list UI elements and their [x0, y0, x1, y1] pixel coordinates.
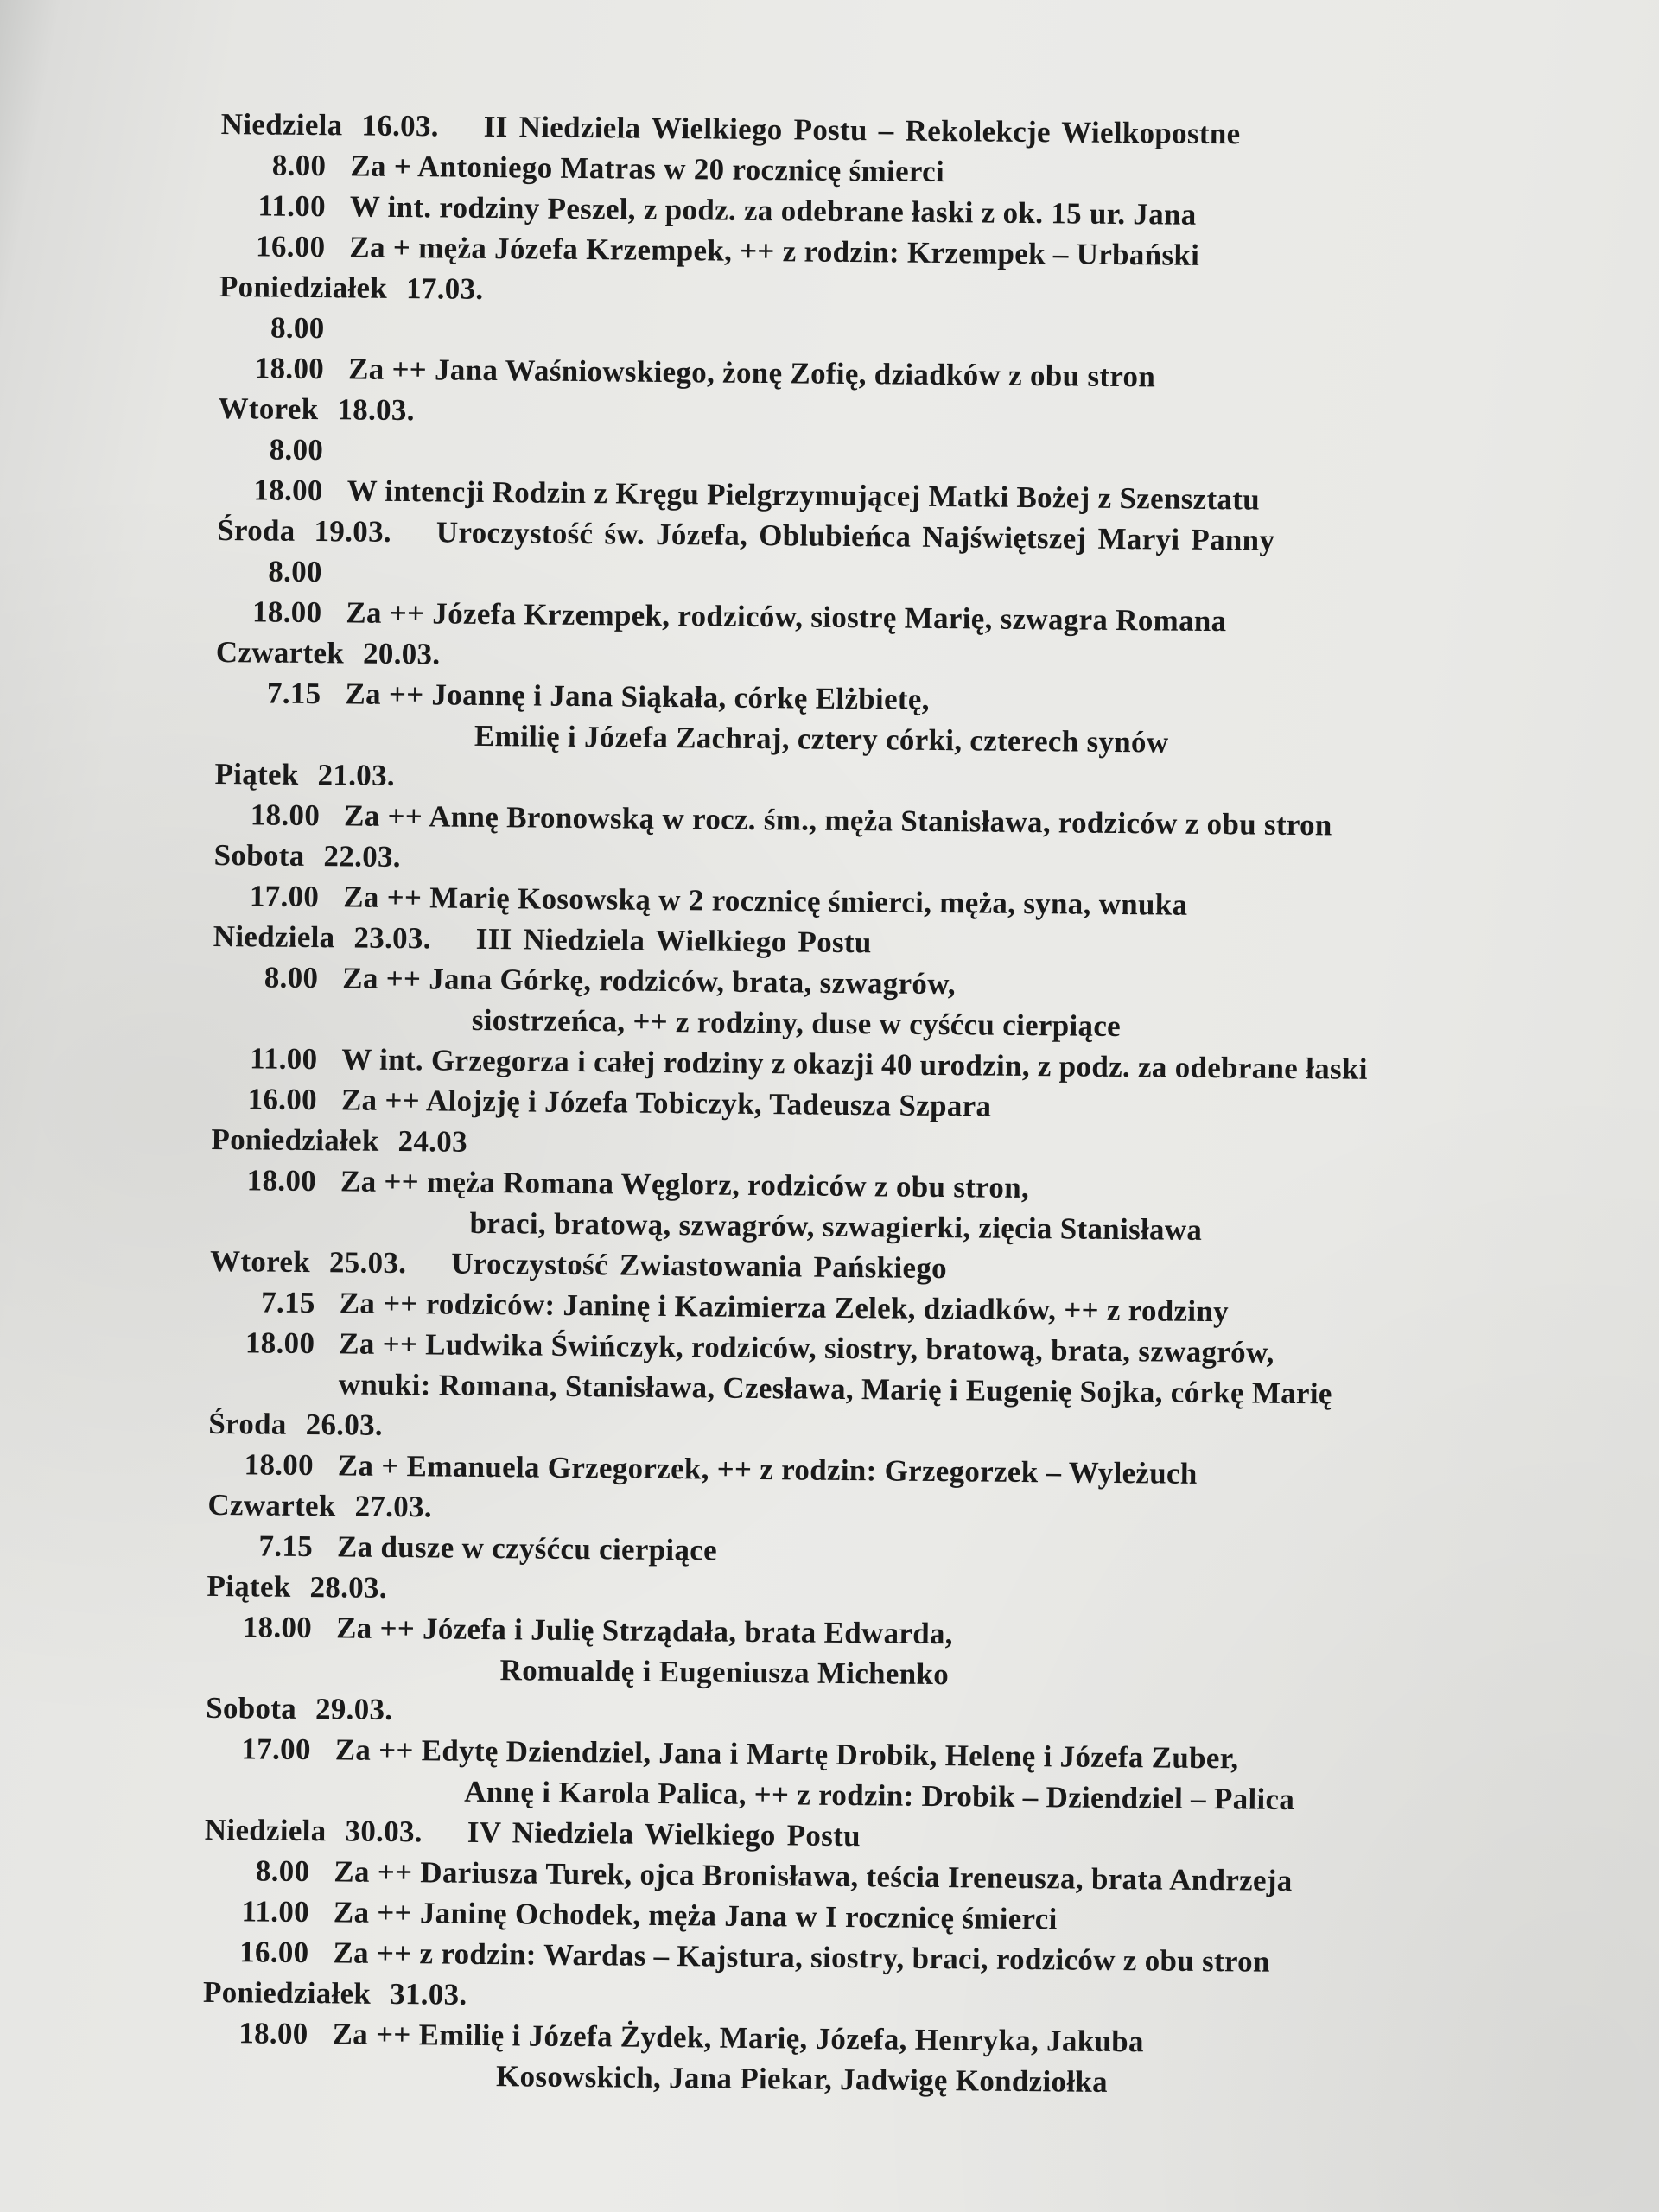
day-date: 21.03. [317, 758, 396, 792]
mass-time: 18.00 [250, 798, 321, 833]
mass-time: 7.15 [258, 1529, 314, 1564]
day-name: Piątek [214, 756, 299, 791]
mass-time: 7.15 [266, 676, 321, 711]
mass-intentions-list [202, 104, 1535, 2106]
mass-time: 18.00 [245, 1325, 315, 1361]
mass-intention-continued: Romualdę i Eugeniusza Michenko [499, 1653, 950, 1692]
day-name: Niedziela [204, 1812, 327, 1848]
day-date: 31.03. [389, 1976, 467, 2012]
mass-intention: Za ++ Janinę Ochodek, męża Jana w I rocznicę śmierci [333, 1895, 1058, 1936]
mass-time: 18.00 [251, 594, 322, 630]
mass-intention: Za ++ Józefa i Julię Strządała, brata Edwarda, [335, 1611, 954, 1651]
feast-title: Uroczystość Zwiastowania Pańskiego [451, 1246, 948, 1286]
feast-title: II Niedziela Wielkiego Postu – Rekolekcje Wielkopostne [483, 109, 1241, 151]
mass-intention-continued: Emilię i Józefa Zachraj, cztery córki, czterech synów [474, 718, 1169, 760]
day-date: 20.03. [362, 636, 441, 671]
mass-intention-continued: wnuki: Romana, Stanisława, Czesława, Marię i Eugenię Sojka, córkę Marię [338, 1367, 1332, 1411]
day-date: 23.03. [353, 920, 431, 956]
mass-time: 11.00 [249, 1041, 318, 1077]
feast-title: Uroczystość św. Józefa, Oblubieńca Najświętszej Maryi Panny [435, 515, 1275, 557]
mass-intention: Za + Emanuela Grzegorzek, ++ z rodzin: Grzegorzek – Wyleżuch [337, 1448, 1198, 1491]
day-date: 29.03. [315, 1692, 393, 1726]
mass-time: 11.00 [257, 188, 327, 224]
day-name: Wtorek [218, 391, 319, 427]
mass-intention: Za ++ Joannę i Jana Siąkała, córkę Elżbietę, [345, 677, 930, 716]
mass-intention: Za ++ Marię Kosowską w 2 rocznicę śmierci, męża, syna, wnuka [343, 880, 1188, 922]
day-name: Poniedziałek [211, 1122, 379, 1158]
mass-intention: W int. Grzegorza i całej rodziny z okazji 40 urodzin, z podz. za odebrane łaski [341, 1042, 1368, 1086]
day-name: Poniedziałek [219, 269, 388, 305]
mass-intention-continued: Annę i Karola Palica, ++ z rodzin: Drobik – Dziendziel – Palica [464, 1774, 1295, 1817]
mass-intention: Za ++ Alojzję i Józefa Tobiczyk, Tadeusza Szpara [340, 1083, 992, 1123]
mass-time: 17.00 [249, 879, 320, 914]
mass-intention-continued: siostrzeńca, ++ z rodziny, duse w cyśćcu cierpiące [471, 1002, 1122, 1044]
day-date: 30.03. [345, 1814, 423, 1849]
mass-time: 8.00 [255, 1853, 310, 1889]
day-date: 22.03. [323, 839, 402, 874]
mass-time: 8.00 [264, 960, 319, 995]
mass-time: 11.00 [241, 1894, 310, 1929]
mass-intention: Za + męża Józefa Krzempek, ++ z rodzin: Krzempek – Urbański [349, 230, 1200, 272]
day-name: Środa [208, 1406, 287, 1441]
day-date: 28.03. [309, 1570, 388, 1605]
day-name: Niedziela [220, 106, 343, 143]
day-name: Czwartek [207, 1487, 336, 1523]
mass-time: 18.00 [253, 473, 323, 508]
mass-time: 18.00 [246, 1163, 317, 1198]
mass-intention: Za ++ rodziców: Janinę i Kazimierza Zelek, dziadków, ++ z rodziny [339, 1286, 1230, 1329]
day-name: Poniedziałek [202, 1974, 372, 2011]
mass-intention: Za ++ Edytę Dziendziel, Jana i Martę Drobik, Helenę i Józefa Zuber, [334, 1732, 1239, 1776]
mass-intention: Za ++ Józefa Krzempek, rodziców, siostrę Marię, szwagra Romana [346, 595, 1227, 639]
mass-intention: Za ++ Emilię i Józefa Żydek, Marię, Józefa, Henryka, Jakuba [332, 2017, 1145, 2059]
day-date: 27.03. [354, 1489, 433, 1524]
mass-intention: Za ++ Dariusza Turek, ojca Bronisława, teścia Ireneusza, brata Andrzeja [334, 1854, 1293, 1897]
mass-intention: Za ++ Annę Bronowską w rocz. śm., męża Stanisława, rodziców z obu stron [343, 798, 1332, 842]
mass-time: 7.15 [261, 1285, 315, 1320]
mass-intention: W int. rodziny Peszel, z podz. za odebrane łaski z ok. 15 ur. Jana [349, 189, 1197, 232]
day-date: 25.03. [328, 1245, 407, 1281]
mass-intention: Za ++ męża Romana Węglorz, rodziców z obu stron, [340, 1164, 1030, 1205]
mass-time: 18.00 [242, 1610, 313, 1645]
day-date: 24.03 [397, 1124, 468, 1159]
mass-intention: W intencji Rodzin z Kręgu Pielgrzymującej Matki Bożej z Szensztatu [346, 474, 1261, 517]
day-name: Niedziela [213, 918, 335, 955]
day-name: Piątek [207, 1568, 291, 1604]
day-date: 26.03. [305, 1408, 384, 1442]
mass-intention: Za ++ Ludwika Świńczyk, rodziców, siostry, bratową, brata, szwagrów, [339, 1326, 1274, 1370]
day-date: 19.03. [314, 514, 392, 549]
mass-time: 18.00 [238, 2016, 308, 2051]
day-date: 17.03. [405, 271, 484, 306]
day-date: 18.03. [337, 392, 415, 428]
mass-time: 18.00 [254, 351, 325, 386]
mass-time: 18.00 [244, 1447, 315, 1483]
mass-time: 16.00 [239, 1935, 309, 1970]
mass-intention: Za + Antoniego Matras w 20 rocznicę śmierci [350, 149, 945, 189]
mass-intention: Za ++ Jana Waśniowskiego, żonę Zofię, dziadków z obu stron [347, 352, 1156, 394]
mass-time: 8.00 [270, 310, 325, 346]
mass-intention: Za ++ Jana Górkę, rodziców, brata, szwagrów, [342, 961, 957, 1001]
day-name: Czwartek [215, 634, 345, 671]
day-date: 16.03. [361, 108, 439, 143]
day-name: Środa [217, 512, 296, 548]
day-name: Wtorek [209, 1243, 311, 1280]
mass-intention-continued: Kosowskich, Jana Piekar, Jadwigę Kondziołka [495, 2059, 1109, 2099]
mass-time: 8.00 [269, 432, 324, 467]
mass-time: 8.00 [268, 554, 322, 589]
mass-intention-continued: braci, bratową, szwagrów, szwagierki, zięcia Stanisława [469, 1205, 1203, 1247]
feast-title: III Niedziela Wielkiego Postu [475, 921, 872, 960]
feast-title: IV Niedziela Wielkiego Postu [467, 1815, 861, 1853]
mass-intention: Za ++ z rodzin: Wardas – Kajstura, siostry, braci, rodziców z obu stron [333, 1936, 1270, 1979]
mass-time: 16.00 [247, 1082, 318, 1117]
day-name: Sobota [213, 837, 305, 873]
mass-time: 17.00 [241, 1732, 311, 1767]
mass-time: 16.00 [255, 229, 326, 264]
day-name: Sobota [205, 1690, 297, 1726]
mass-time: 8.00 [271, 148, 327, 183]
mass-intention: Za dusze w czyśćcu cierpiące [336, 1529, 718, 1567]
